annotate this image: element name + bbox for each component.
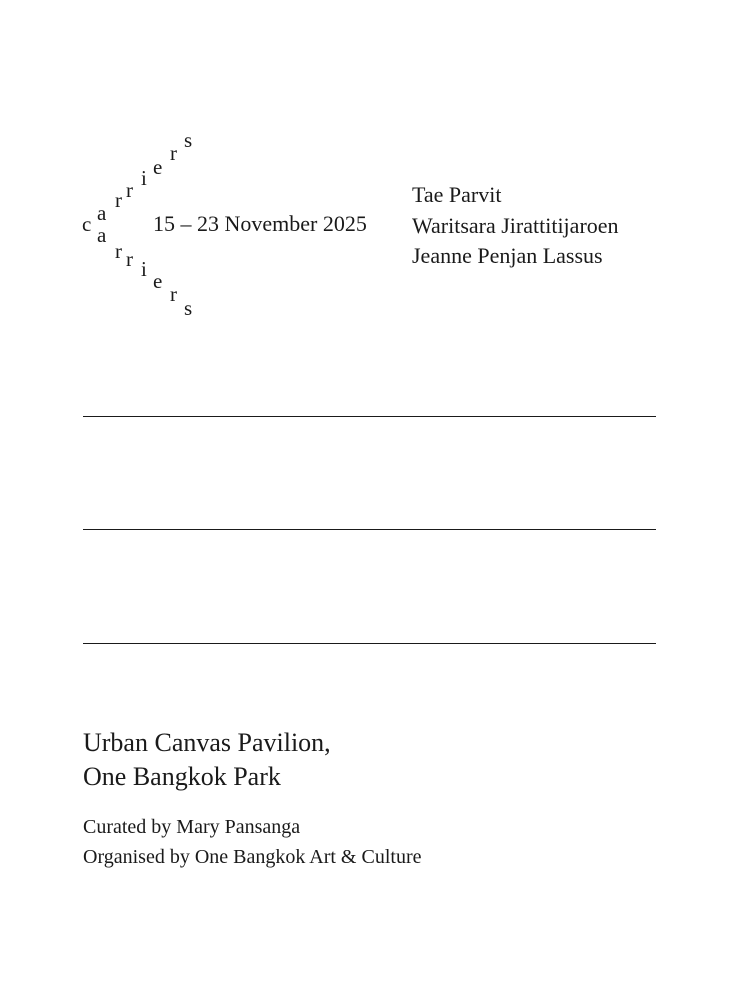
- logo-letter: c: [82, 212, 92, 236]
- logo-letter: r: [170, 141, 177, 165]
- credits: [83, 812, 421, 872]
- artist-list: [412, 180, 619, 272]
- venue-name: Urban Canvas Pavilion,: [83, 728, 331, 757]
- logo-letter: r: [126, 247, 133, 271]
- venue: [83, 726, 331, 794]
- logo-letter: r: [115, 239, 122, 263]
- venue-location: One Bangkok Park: [83, 762, 281, 791]
- logo-letter: e: [153, 155, 163, 179]
- logo-letter: s: [184, 296, 193, 320]
- artist-name: Tae Parvit: [412, 182, 502, 207]
- event-dates: 15 – 23 November 2025: [153, 211, 367, 236]
- artist-name: Waritsara Jirattitijaroen: [412, 212, 619, 238]
- logo-letter: i: [141, 166, 147, 190]
- curator-credit: Curated by Mary Pansanga: [83, 816, 301, 838]
- logo-letter: s: [184, 128, 193, 152]
- divider: [83, 643, 656, 644]
- organiser-credit: Organised by One Bangkok Art & Culture: [83, 846, 422, 868]
- artist-name: Jeanne Penjan Lassus: [412, 243, 603, 268]
- logo-letter: r: [115, 188, 122, 212]
- logo-letter: e: [153, 269, 163, 293]
- logo-letter: a: [97, 201, 107, 225]
- logo-letter: r: [126, 178, 133, 202]
- logo-letter: a: [97, 223, 107, 247]
- logo-letter: r: [170, 282, 177, 306]
- divider: [83, 416, 656, 417]
- logo-letter: i: [141, 257, 147, 281]
- divider: [83, 529, 656, 530]
